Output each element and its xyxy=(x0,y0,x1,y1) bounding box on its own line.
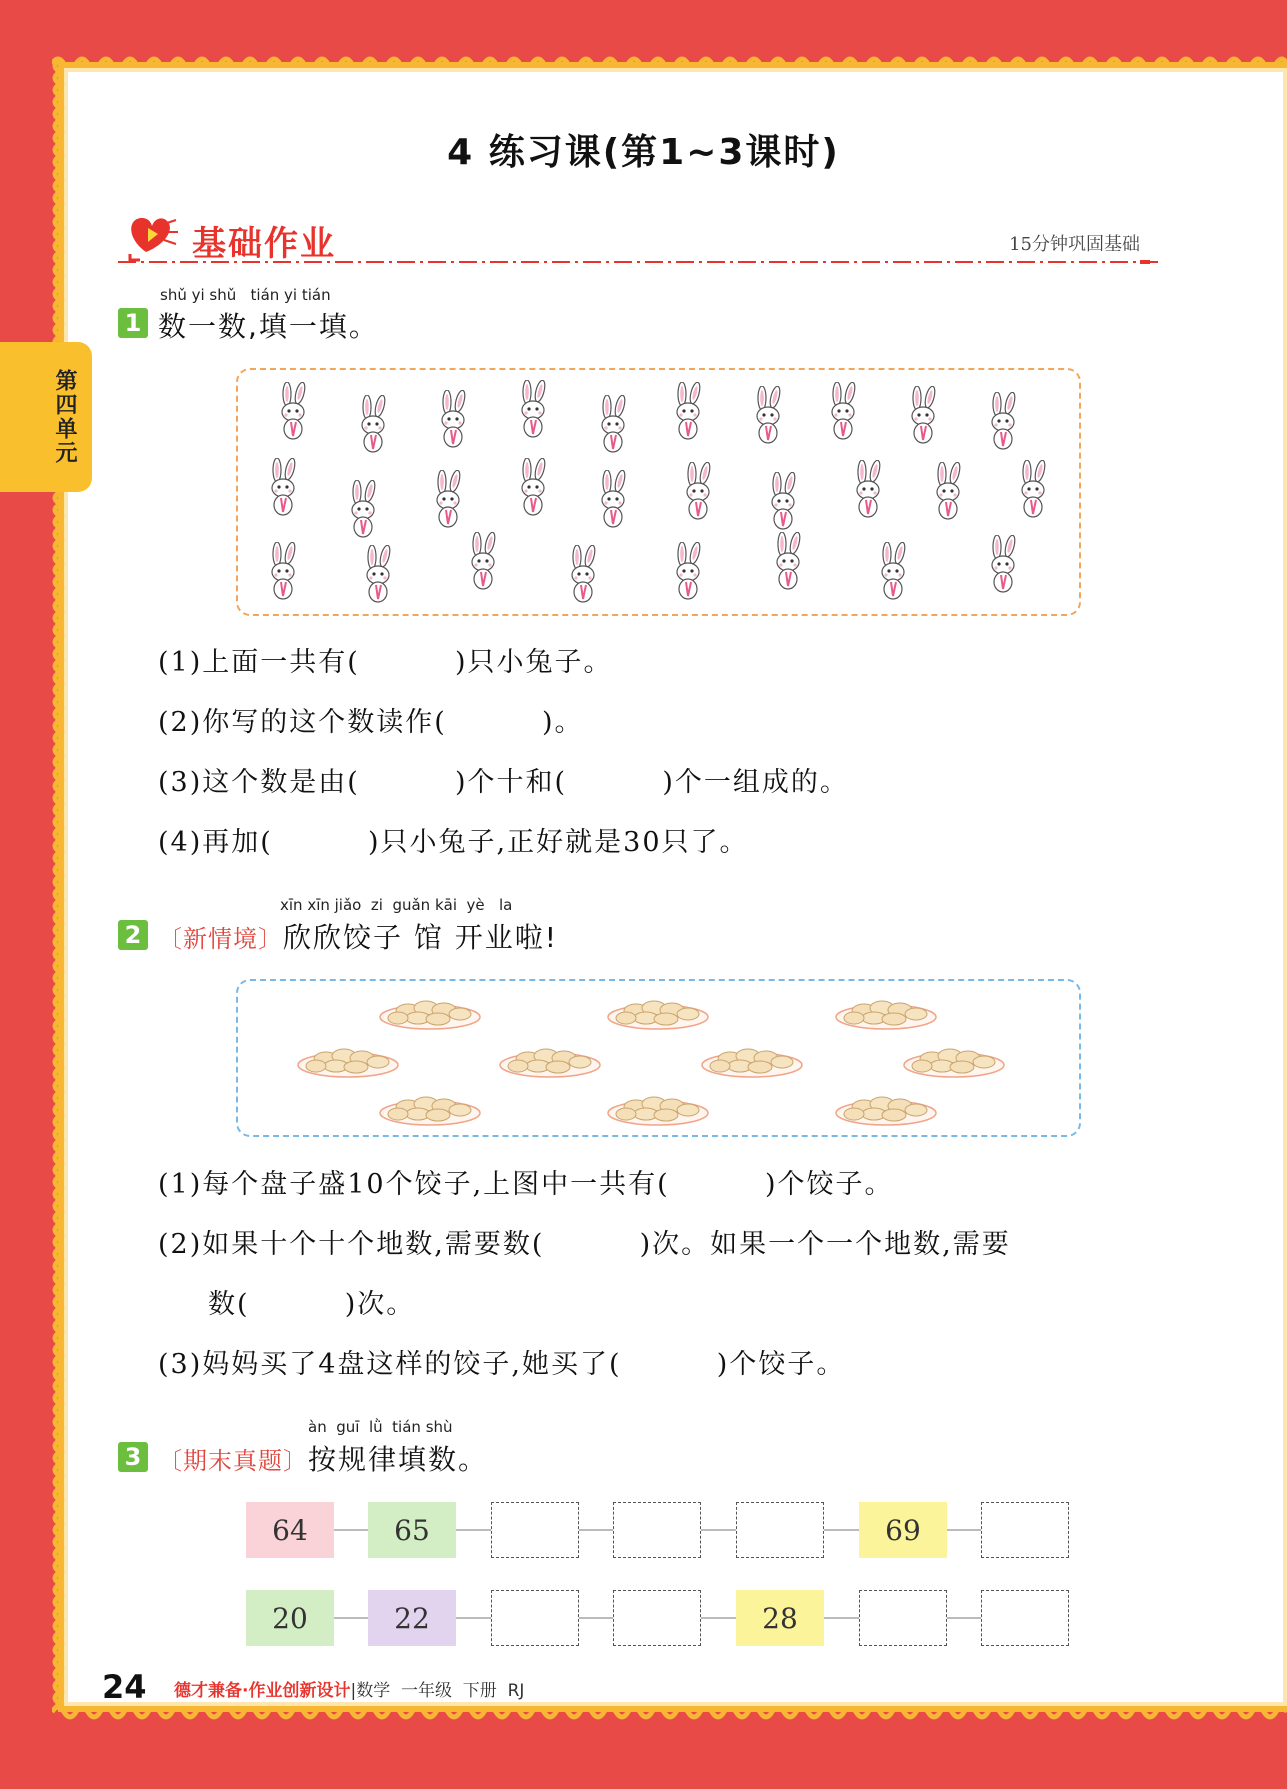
dumpling-plate-icon xyxy=(296,1039,400,1079)
dumpling-plate-icon xyxy=(700,1039,804,1079)
q2-prompt xyxy=(158,916,558,956)
page-number: 24 xyxy=(102,1668,147,1706)
rabbit-icon xyxy=(983,535,1025,595)
pattern-answer-blank[interactable] xyxy=(736,1502,824,1558)
rabbit-icon xyxy=(593,395,635,455)
rabbit-icon xyxy=(668,382,710,442)
pattern-number-cell: 69 xyxy=(859,1502,947,1558)
rabbit-icon xyxy=(1013,460,1055,520)
footer-brand: 德才兼备·作业创新设计 xyxy=(174,1681,351,1701)
dumpling-plate-icon xyxy=(834,991,938,1031)
rabbit-icon xyxy=(823,382,865,442)
dumpling-plate-icon xyxy=(834,1087,938,1127)
q2-tag: 〔新情境〕 xyxy=(158,925,283,953)
cell-connector xyxy=(579,1529,613,1531)
q2-pinyin: xīn xīn jiǎo zi guǎn kāi yè la xyxy=(280,896,513,914)
dumpling-plate-icon xyxy=(378,991,482,1031)
pattern-number-cell: 65 xyxy=(368,1502,456,1558)
rabbit-icon xyxy=(358,545,400,605)
rabbit-icon xyxy=(513,380,555,440)
rabbit-icon xyxy=(678,462,720,522)
rabbit-icon xyxy=(763,472,805,532)
q2-line-2: (2)如果十个十个地数,需要数( )次。如果一个一个地数,需要 xyxy=(158,1229,1011,1260)
q2-line-4: (3)妈妈买了4盘这样的饺子,她买了( )个饺子。 xyxy=(158,1349,846,1380)
pattern-number-cell: 20 xyxy=(246,1590,334,1646)
rabbit-icon xyxy=(848,460,890,520)
q3-tag: 〔期末真题〕 xyxy=(158,1447,308,1475)
page-title: 4 练习课(第1~3课时) xyxy=(447,132,840,173)
pattern-number-cell: 22 xyxy=(368,1590,456,1646)
pattern-answer-blank[interactable] xyxy=(491,1502,579,1558)
section-divider xyxy=(118,260,1158,264)
rabbit-icon xyxy=(263,542,305,602)
q3-prompt-text: 按规律填数。 xyxy=(308,1443,489,1476)
rabbit-icon xyxy=(433,390,475,450)
q1-line-3: (3)这个数是由( )个十和( )个一组成的。 xyxy=(158,767,849,798)
section-header xyxy=(118,206,1158,266)
q2-line-1: (1)每个盘子盛10个饺子,上图中一共有( )个饺子。 xyxy=(158,1169,894,1200)
heart-lamp-icon xyxy=(124,208,182,262)
q2-number: 2 xyxy=(118,920,148,950)
dumpling-plate-icon xyxy=(378,1087,482,1127)
dumpling-plate-icon xyxy=(606,991,710,1031)
q1-line-4: (4)再加( )只小兔子,正好就是30只了。 xyxy=(158,827,749,858)
pattern-number-cell: 28 xyxy=(736,1590,824,1646)
cell-connector xyxy=(334,1529,368,1531)
rabbit-icon xyxy=(263,458,305,518)
q3-prompt xyxy=(158,1438,488,1478)
rabbit-picture-box xyxy=(236,368,1081,616)
rabbit-icon xyxy=(983,392,1025,452)
rabbit-icon xyxy=(513,458,555,518)
dumpling-plate-icon xyxy=(606,1087,710,1127)
pattern-number-cell: 64 xyxy=(246,1502,334,1558)
cell-connector xyxy=(947,1617,981,1619)
footer-text xyxy=(174,1676,524,1701)
rabbit-icon xyxy=(668,542,710,602)
rabbit-icon xyxy=(768,532,810,592)
dumpling-plate-icon xyxy=(902,1039,1006,1079)
rabbit-icon xyxy=(563,545,605,605)
pattern-answer-blank[interactable] xyxy=(613,1502,701,1558)
cell-connector xyxy=(947,1529,981,1531)
footer-book-info: |数学 一年级 下册 RJ xyxy=(350,1681,525,1701)
rabbit-icon xyxy=(873,542,915,602)
pattern-answer-blank[interactable] xyxy=(491,1590,579,1646)
rabbit-icon xyxy=(343,480,385,540)
section-subtitle: 15分钟巩固基础 xyxy=(1009,234,1140,255)
rabbit-icon xyxy=(353,395,395,455)
cell-connector xyxy=(824,1529,859,1531)
unit-side-tab xyxy=(0,342,92,492)
cell-connector xyxy=(334,1617,368,1619)
pattern-answer-blank[interactable] xyxy=(981,1590,1069,1646)
q1-pinyin: shǔ yi shǔ tián yi tián xyxy=(160,286,331,304)
dumpling-plate-icon xyxy=(498,1039,602,1079)
q1-number: 1 xyxy=(118,308,148,338)
cell-connector xyxy=(456,1617,491,1619)
pattern-answer-blank[interactable] xyxy=(981,1502,1069,1558)
rabbit-icon xyxy=(748,386,790,446)
q2-prompt-text: 欣欣饺子 馆 开业啦! xyxy=(283,921,559,954)
rabbit-icon xyxy=(593,470,635,530)
pattern-answer-blank[interactable] xyxy=(859,1590,947,1646)
q3-pinyin: àn guī lǜ tián shù xyxy=(308,1418,453,1436)
dumpling-picture-box xyxy=(236,979,1081,1137)
cell-connector xyxy=(456,1529,491,1531)
q2-line-3: 数( )次。 xyxy=(208,1289,416,1320)
section-title: 基础作业 xyxy=(192,224,336,264)
rabbit-icon xyxy=(463,532,505,592)
rabbit-icon xyxy=(428,470,470,530)
q3-number: 3 xyxy=(118,1442,148,1472)
rabbit-icon xyxy=(273,382,315,442)
q1-prompt: 数一数,填一填。 xyxy=(158,310,379,343)
q1-line-2: (2)你写的这个数读作( )。 xyxy=(158,707,584,738)
rabbit-icon xyxy=(928,462,970,522)
rabbit-icon xyxy=(903,386,945,446)
cell-connector xyxy=(824,1617,859,1619)
cell-connector xyxy=(579,1617,613,1619)
cell-connector xyxy=(701,1617,736,1619)
pattern-answer-blank[interactable] xyxy=(613,1590,701,1646)
unit-side-tab-label: 第四单元 xyxy=(52,369,77,465)
wavy-border-left xyxy=(46,60,72,1710)
cell-connector xyxy=(701,1529,736,1531)
q1-line-1: (1)上面一共有( )只小兔子。 xyxy=(158,647,613,678)
